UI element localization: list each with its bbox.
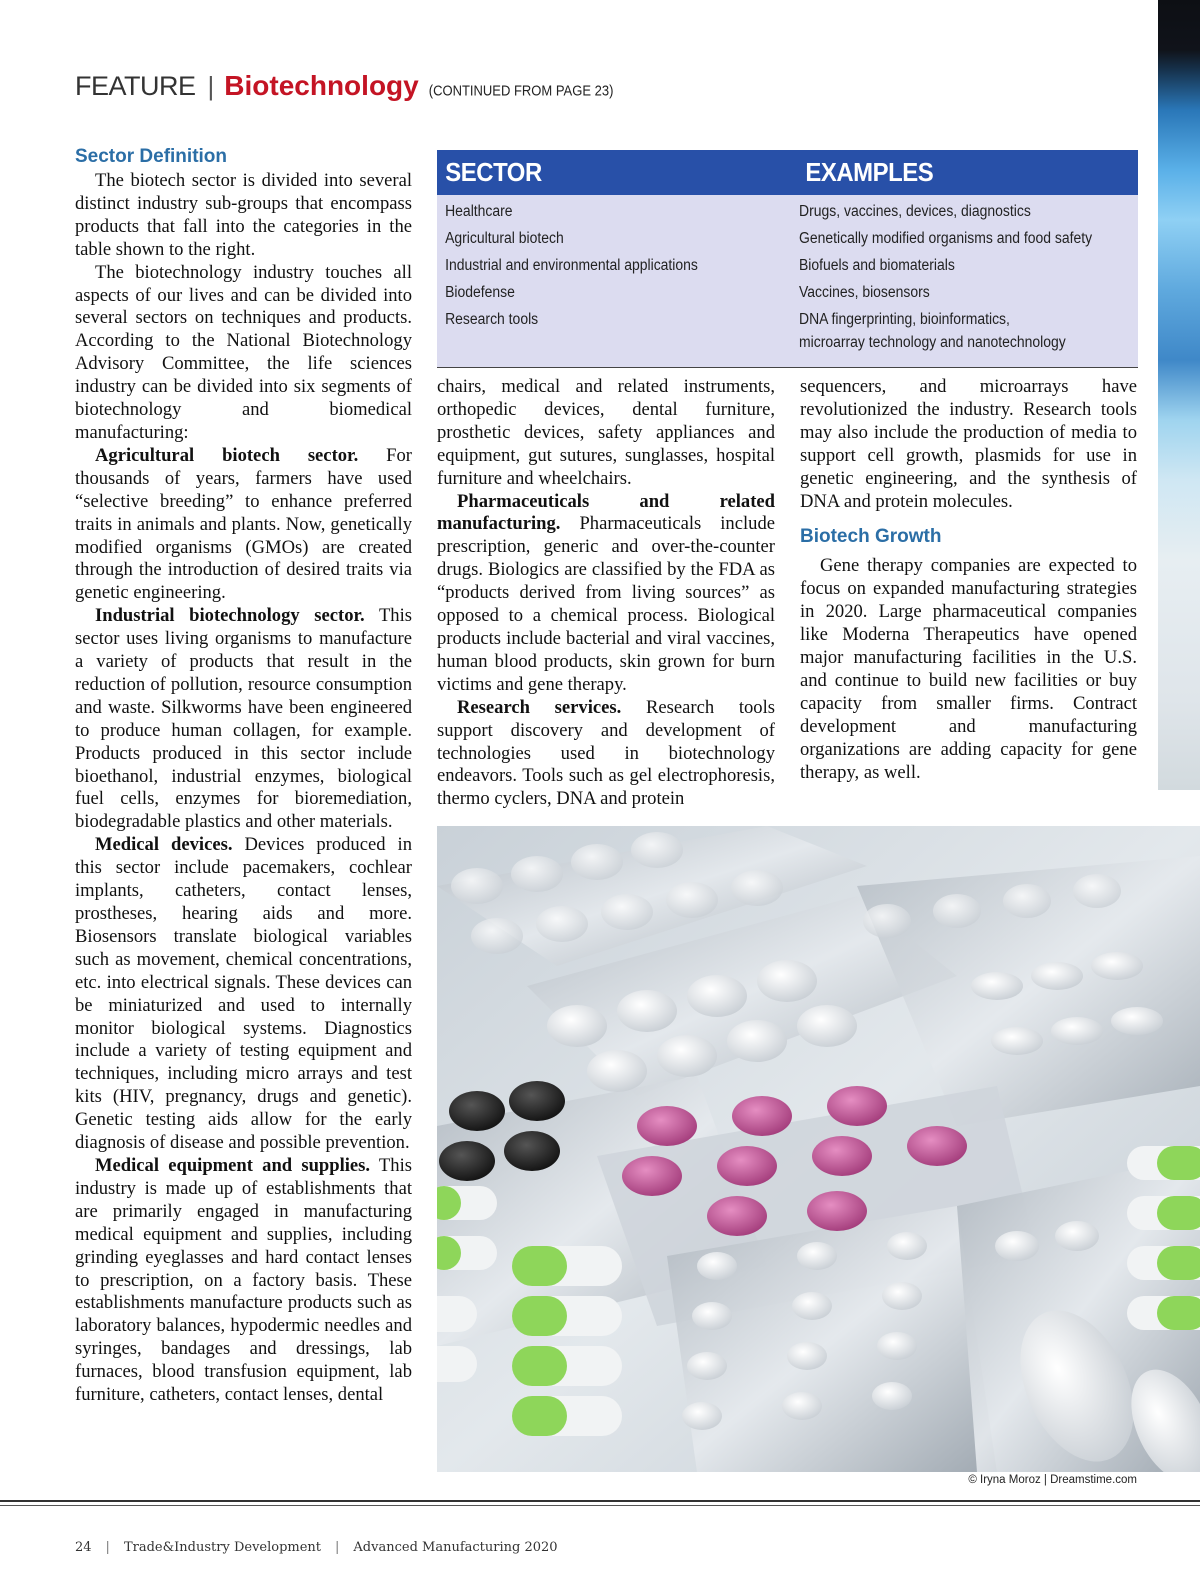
table-header [437, 150, 1138, 195]
lead-in: Research services. [457, 696, 622, 718]
table-row [437, 227, 1138, 250]
paragraph-agricultural [75, 445, 412, 605]
column-header-examples: EXAMPLES [805, 157, 934, 187]
table-row [437, 254, 1138, 277]
pills-photo [437, 826, 1200, 1472]
left-column [75, 145, 412, 1407]
lead-in: Pharmaceuticals and related manufacturing. [437, 490, 775, 535]
publication-name: Trade&Industry Development [123, 1540, 322, 1555]
examples-cell [790, 227, 1138, 250]
feature-topic: Biotechnology [224, 70, 419, 101]
section-heading-biotech-growth: Biotech Growth [800, 526, 942, 548]
paragraph-text: This sector uses living organisms to manufacture a variety of products that result in the reduction of pollution, resource consumption and waste. Silkworms have been engineered to produce human collagen, for example. Products produced in this sector include bioethanol, industrial enzymes, biological fuel cells, enzymes for bioremediation, biodegradable plastics and other materials. [75, 605, 413, 833]
examples-text: Genetically modified organisms and food safety [799, 230, 1093, 247]
paragraph: sequencers, and microarrays have revolutionized the industry. Research tools may also include the production of media to support cell growth, plasmids for use in genetic engineering, and the synthesis of DNA and protein molecules. [800, 376, 1137, 512]
lead-in: Industrial biotechnology sector. [95, 605, 365, 627]
examples-cell [790, 281, 1138, 304]
feature-header [75, 70, 613, 106]
page-number: 24 [75, 1540, 92, 1555]
continued-note: (CONTINUED FROM PAGE 23) [428, 82, 614, 99]
table-row [437, 200, 1138, 223]
table-body [437, 195, 1138, 367]
table-row [437, 281, 1138, 304]
footer-separator: | [335, 1540, 340, 1555]
examples-text: Biofuels and biomaterials [799, 257, 955, 274]
examples-cell [790, 254, 1138, 277]
right-column [800, 376, 1137, 785]
footer-rule [0, 1505, 1200, 1506]
section-heading-sector-definition: Sector Definition [75, 146, 228, 167]
examples-text: microarray technology and nanotechnology [799, 334, 1066, 351]
header-separator: | [207, 71, 215, 101]
sector-cell: Research tools [445, 311, 539, 328]
lead-in: Medical devices. [95, 834, 233, 856]
paragraph-text: Devices produced in this sector include pacemakers, cochlear implants, catheters, contact lenses, prostheses, hearing aids and more. Biosensors translate biological variables such as movement, chemical concentrations, etc. into electrical signals. These devices can be miniaturized and used to internally monitor biological systems. Diagnostics include a variety of testing equipment and techniques, including micro arrays and test kits (HIV, pregnancy, drugs and genetic). Genetic testing aids allow for the early diagnosis of disease and possible prevention. [75, 834, 412, 1154]
paragraph-research [437, 697, 775, 812]
examples-cell [790, 308, 1138, 354]
photo-credit: © Iryna Moroz | Dreamstime.com [968, 1474, 1137, 1486]
paragraph: chairs, medical and related instruments, orthopedic devices, dental furniture, prosthetic devices, safety appliances and equipment, gut sutures, sunglasses, hospital furniture and wheelchairs. [437, 376, 775, 489]
examples-text: DNA fingerprinting, bioinformatics, [799, 311, 1010, 328]
middle-column [437, 376, 775, 811]
paragraph-text: For thousands of years, farmers have used “selective breeding” to enhance preferred traits in animals and plants. Now, genetically modified organisms (GMOs) are created through the introduction of desired traits via genetic engineering. [75, 444, 412, 604]
lead-in: Medical equipment and supplies. [95, 1154, 371, 1176]
examples-text: Drugs, vaccines, devices, diagnostics [799, 203, 1031, 220]
issue-name: Advanced Manufacturing 2020 [353, 1540, 558, 1555]
feature-label: FEATURE [75, 71, 196, 101]
paragraph-pharma [437, 491, 775, 697]
sector-table [437, 150, 1138, 368]
pills-illustration [437, 826, 1200, 1472]
footer-separator: | [105, 1540, 110, 1555]
paragraph: The biotech sector is divided into several distinct industry sub-groups that encompass products that fall into the categories in the table shown to the right. [75, 170, 412, 260]
paragraph-devices [75, 834, 412, 1155]
paragraph: Gene therapy companies are expected to focus on expanded manufacturing strategies in 2020. Large pharmaceutical companies like Moderna Therapeutics have opened major manufacturing facilities in the U.S. and continue to build new facilities or buy capacity from smaller firms. Contract development and manufacturing organizations are adding capacity for gene therapy, as well. [800, 555, 1137, 783]
sector-cell: Industrial and environmental applications [445, 257, 698, 274]
edge-photo-strip [1158, 0, 1200, 790]
examples-cell [790, 200, 1138, 223]
footer-rule [0, 1500, 1200, 1502]
paragraph-equipment [75, 1155, 412, 1407]
paragraph-text: This industry is made up of establishments that are primarily engaged in manufacturing medical equipment and supplies, including grinding eyeglasses and hard contact lenses to prescription, on a factory basis. These establishments manufacture products such as laboratory balances, hypodermic needles and syringes, bandages and dressings, lab furnaces, blood transfusion equipment, lab furniture, catheters, contact lenses, dental [75, 1154, 412, 1406]
sector-cell: Healthcare [445, 203, 513, 220]
examples-text: Vaccines, biosensors [799, 284, 930, 301]
column-header-sector: SECTOR [445, 157, 542, 187]
paragraph-text: Research tools support discovery and development of technologies used in biotechnology endeavors. Tools such as gel electrophoresis, thermo cyclers, DNA and protein [437, 696, 775, 810]
paragraph: The biotechnology industry touches all aspects of our lives and can be divided into several sectors on techniques and products. According to the National Biotechnology Advisory Committee, the life sciences industry can be divided into six segments of biotechnology and biomedical manufacturing: [75, 261, 412, 443]
page-footer [75, 1540, 558, 1555]
table-row [437, 308, 1138, 354]
sector-cell: Biodefense [445, 284, 515, 301]
lead-in: Agricultural biotech sector. [95, 444, 359, 466]
paragraph-industrial [75, 605, 412, 834]
sector-cell: Agricultural biotech [445, 230, 564, 247]
paragraph-text: Pharmaceuticals include prescription, generic and over-the-counter drugs. Biologics are classified by the FDA as “products derived from living sources” as opposed to a chemical process. Biological products include bacterial and viral vaccines, human blood products, skin grown for burn victims and gene therapy. [437, 513, 775, 695]
